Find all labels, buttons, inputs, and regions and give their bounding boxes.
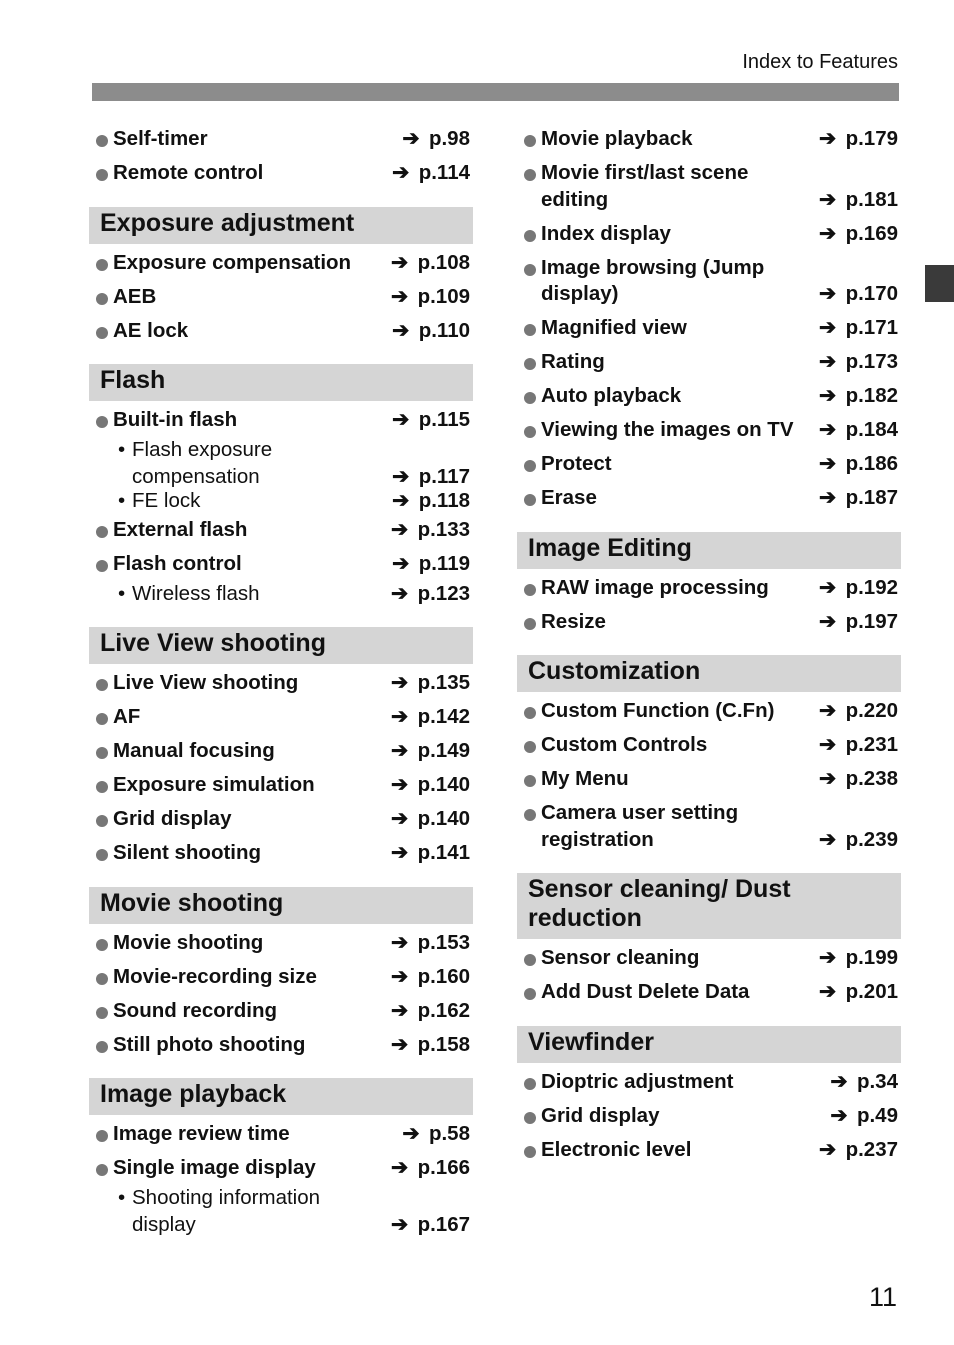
index-item: [517, 609, 901, 636]
circle-bullet-icon: [524, 494, 536, 506]
index-item: [89, 930, 473, 957]
circle-bullet-icon: [524, 584, 536, 596]
page-reference: [390, 670, 470, 697]
page-reference: [818, 281, 898, 308]
item-label: Grid display: [113, 807, 232, 830]
page-ref-number: p.184: [845, 418, 898, 441]
arrow-right-icon: ➔: [818, 221, 837, 245]
page-reference: [818, 417, 898, 444]
index-item: [89, 407, 473, 434]
item-label: Movie first/last scene editing: [541, 161, 749, 211]
circle-bullet-icon: [96, 416, 108, 428]
arrow-right-icon: ➔: [818, 282, 837, 305]
page-reference: [829, 1103, 898, 1130]
page-reference: [818, 609, 898, 636]
circle-bullet-icon: [96, 815, 108, 827]
item-label: AF: [113, 705, 141, 728]
item-label: Remote control: [113, 161, 264, 184]
index-item: [517, 1103, 901, 1130]
item-label: FE lock: [132, 489, 201, 512]
page-ref-number: p.110: [418, 318, 470, 342]
page-ref-number: p.108: [417, 250, 470, 274]
item-label: Self-timer: [113, 127, 208, 150]
arrow-right-icon: ➔: [818, 699, 837, 722]
circle-bullet-icon: [524, 230, 536, 242]
circle-bullet-icon: [524, 460, 536, 472]
arrow-right-icon: ➔: [818, 767, 837, 790]
page-ref-number: p.123: [417, 581, 470, 605]
page-ref-number: p.237: [845, 1137, 898, 1161]
section-header: Flash: [89, 364, 473, 401]
index-item: [517, 160, 901, 213]
page-ref-number: p.239: [845, 827, 898, 851]
page-reference: [818, 383, 898, 410]
arrow-right-icon: ➔: [392, 318, 410, 342]
index-item: [89, 1032, 473, 1059]
circle-bullet-icon: [96, 1007, 108, 1019]
section-header: Image Editing: [517, 532, 901, 569]
arrow-right-icon: ➔: [830, 1069, 848, 1093]
page-reference: [391, 160, 470, 187]
arrow-right-icon: ➔: [390, 807, 409, 830]
circle-bullet-icon: [96, 327, 108, 339]
index-subitem: [89, 1185, 473, 1238]
page-ref-number: p.173: [845, 350, 898, 373]
arrow-right-icon: ➔: [818, 452, 837, 475]
index-item: [89, 670, 473, 697]
page-reference: [818, 349, 898, 376]
page-reference: [818, 766, 898, 793]
page-ref-number: p.149: [417, 739, 470, 762]
bullet-icon: •: [118, 489, 126, 512]
item-label: My Menu: [541, 767, 629, 790]
page-ref-number: p.140: [417, 807, 470, 830]
page-reference: [818, 126, 898, 153]
index-item: [517, 126, 901, 153]
arrow-right-icon: ➔: [390, 284, 409, 308]
index-item: [89, 126, 473, 153]
circle-bullet-icon: [96, 526, 108, 538]
arrow-right-icon: ➔: [818, 575, 837, 599]
page-ref-number: p.160: [417, 964, 470, 988]
page-ref-number: p.162: [417, 998, 470, 1022]
page-reference: [391, 488, 470, 515]
arrow-right-icon: ➔: [818, 609, 837, 633]
index-item: [89, 551, 473, 578]
page-ref-number: p.170: [845, 282, 898, 305]
index-item: [517, 766, 901, 793]
arrow-right-icon: ➔: [818, 980, 837, 1003]
arrow-right-icon: ➔: [818, 127, 837, 150]
item-label: Index display: [541, 221, 671, 245]
circle-bullet-icon: [96, 560, 108, 572]
index-item: [517, 451, 901, 478]
circle-bullet-icon: [524, 1146, 536, 1158]
item-label: Movie playback: [541, 127, 693, 150]
item-label: Wireless flash: [132, 581, 260, 605]
index-item: [89, 704, 473, 731]
arrow-right-icon: ➔: [390, 671, 409, 694]
page-reference: [390, 704, 470, 731]
arrow-right-icon: ➔: [818, 418, 837, 441]
arrow-right-icon: ➔: [818, 350, 837, 373]
circle-bullet-icon: [524, 741, 536, 753]
page-reference: [818, 979, 898, 1006]
circle-bullet-icon: [96, 973, 108, 985]
page-reference: [818, 1137, 898, 1164]
page-reference: [818, 221, 898, 248]
section-image-editing: [517, 532, 901, 636]
circle-bullet-icon: [96, 713, 108, 725]
index-item: [89, 1121, 473, 1148]
index-item: [517, 349, 901, 376]
page-reference: [390, 284, 470, 311]
circle-bullet-icon: [96, 679, 108, 691]
page-ref-number: p.142: [417, 705, 470, 728]
page-reference: [401, 126, 470, 153]
arrow-right-icon: ➔: [390, 517, 409, 541]
index-item: [517, 383, 901, 410]
section-continued: [89, 126, 473, 187]
page-reference: [390, 738, 470, 765]
item-label: Flash control: [113, 551, 242, 575]
page-ref-number: p.181: [845, 187, 898, 211]
page-ref-number: p.182: [845, 384, 898, 407]
arrow-right-icon: ➔: [392, 408, 410, 431]
circle-bullet-icon: [524, 169, 536, 181]
arrow-right-icon: ➔: [392, 161, 410, 184]
page-ref-number: p.187: [845, 486, 898, 509]
circle-bullet-icon: [96, 293, 108, 305]
arrow-right-icon: ➔: [402, 127, 420, 150]
section-live-view-shooting: [89, 627, 473, 867]
index-item: [517, 417, 901, 444]
arrow-right-icon: ➔: [392, 551, 410, 575]
page-ref-number: p.169: [845, 221, 898, 245]
page-reference: [818, 451, 898, 478]
index-item: [89, 806, 473, 833]
page-ref-number: p.119: [418, 551, 470, 575]
page-ref-number: p.158: [417, 1032, 470, 1056]
item-label: AEB: [113, 284, 157, 308]
item-label: Exposure compensation: [113, 250, 352, 274]
page-reference: [391, 407, 470, 434]
item-label: Exposure simulation: [113, 773, 315, 796]
arrow-right-icon: ➔: [390, 705, 409, 728]
index-item: [89, 284, 473, 311]
item-label: Grid display: [541, 1103, 660, 1127]
circle-bullet-icon: [524, 426, 536, 438]
index-item: [89, 160, 473, 187]
arrow-right-icon: ➔: [818, 946, 837, 969]
arrow-right-icon: ➔: [818, 827, 837, 851]
item-label: Shooting information display: [132, 1186, 321, 1236]
page-reference: [818, 187, 898, 214]
item-label: Resize: [541, 609, 606, 633]
index-item: [89, 964, 473, 991]
item-label: External flash: [113, 517, 248, 541]
circle-bullet-icon: [524, 324, 536, 336]
item-label: Custom Controls: [541, 733, 708, 756]
item-label: Image browsing (Jump display): [541, 255, 765, 305]
item-label: Sensor cleaning: [541, 946, 700, 969]
index-item: [517, 255, 901, 308]
bullet-icon: •: [118, 438, 126, 461]
page-reference: [391, 318, 470, 345]
circle-bullet-icon: [96, 849, 108, 861]
item-label: Protect: [541, 452, 612, 475]
page-reference: [390, 581, 470, 608]
circle-bullet-icon: [96, 939, 108, 951]
page-number: 11: [868, 1282, 897, 1312]
page-ref-number: p.49: [856, 1103, 898, 1127]
item-label: Silent shooting: [113, 841, 262, 864]
page-reference: [818, 698, 898, 725]
page-reference: [390, 1212, 470, 1239]
circle-bullet-icon: [524, 1112, 536, 1124]
page-header-title: Index to Features: [742, 51, 898, 73]
item-label: Built-in flash: [113, 408, 238, 431]
page-ref-number: p.135: [417, 671, 470, 694]
index-item: [517, 315, 901, 342]
page-ref-number: p.114: [418, 161, 470, 184]
bullet-icon: •: [118, 1186, 126, 1209]
item-label: Flash exposure compensation: [132, 438, 273, 488]
page-ref-number: p.186: [845, 452, 898, 475]
page-ref-number: p.153: [417, 930, 470, 954]
index-item: [517, 221, 901, 248]
circle-bullet-icon: [96, 1164, 108, 1176]
index-item: [89, 840, 473, 867]
page-reference: [818, 315, 898, 342]
page-reference: [829, 1069, 898, 1096]
page-ref-number: p.98: [428, 127, 470, 150]
index-item: [517, 979, 901, 1006]
page-ref-number: p.118: [418, 489, 470, 512]
circle-bullet-icon: [524, 618, 536, 630]
index-item: [89, 250, 473, 277]
arrow-right-icon: ➔: [830, 1103, 848, 1127]
page-reference: [390, 250, 470, 277]
item-label: Custom Function (C.Fn): [541, 699, 775, 722]
page-ref-number: p.238: [845, 767, 898, 790]
circle-bullet-icon: [524, 988, 536, 1000]
index-item: [89, 738, 473, 765]
circle-bullet-icon: [96, 259, 108, 271]
circle-bullet-icon: [524, 135, 536, 147]
section-movie-shooting: [89, 887, 473, 1059]
item-label: Sound recording: [113, 998, 277, 1022]
section-customization: [517, 655, 901, 853]
arrow-right-icon: ➔: [818, 486, 837, 509]
page-ref-number: p.166: [417, 1156, 470, 1179]
right-column: [517, 126, 901, 1171]
page-reference: [390, 517, 470, 544]
index-subitem: [89, 488, 473, 515]
index-item: [517, 1069, 901, 1096]
page-ref-number: p.179: [845, 127, 898, 150]
arrow-right-icon: ➔: [818, 187, 837, 211]
index-item: [89, 517, 473, 544]
circle-bullet-icon: [524, 358, 536, 370]
page-reference: [818, 945, 898, 972]
item-label: Single image display: [113, 1156, 316, 1179]
item-label: Dioptric adjustment: [541, 1069, 734, 1093]
circle-bullet-icon: [524, 775, 536, 787]
page-ref-number: p.58: [428, 1122, 470, 1145]
arrow-right-icon: ➔: [390, 1212, 409, 1236]
arrow-right-icon: ➔: [390, 1156, 409, 1179]
arrow-right-icon: ➔: [818, 384, 837, 407]
circle-bullet-icon: [96, 747, 108, 759]
index-item: [517, 575, 901, 602]
arrow-right-icon: ➔: [390, 739, 409, 762]
index-subitem: [89, 437, 473, 490]
circle-bullet-icon: [96, 1041, 108, 1053]
item-label: AE lock: [113, 318, 189, 342]
arrow-right-icon: ➔: [390, 998, 409, 1022]
section-header: Customization: [517, 655, 901, 692]
page-ref-number: p.140: [417, 773, 470, 796]
page-ref-number: p.220: [845, 699, 898, 722]
circle-bullet-icon: [96, 169, 108, 181]
section-viewfinder: [517, 1026, 901, 1164]
circle-bullet-icon: [96, 1130, 108, 1142]
item-label: Still photo shooting: [113, 1032, 306, 1056]
section-header: Viewfinder: [517, 1026, 901, 1063]
page-ref-number: p.167: [417, 1212, 470, 1236]
page-reference: [390, 964, 470, 991]
page-ref-number: p.34: [856, 1069, 898, 1093]
arrow-right-icon: ➔: [818, 316, 837, 339]
page-reference: [818, 485, 898, 512]
header-bar: [92, 83, 899, 101]
circle-bullet-icon: [524, 809, 536, 821]
page-ref-number: p.197: [845, 609, 898, 633]
page-reference: [390, 930, 470, 957]
page-reference: [401, 1121, 470, 1148]
index-item: [517, 800, 901, 853]
section-continued: [517, 126, 901, 512]
item-label: RAW image processing: [541, 575, 769, 599]
page-ref-number: p.141: [417, 841, 470, 864]
index-item: [517, 732, 901, 759]
page-ref-number: p.201: [845, 980, 898, 1003]
item-label: Image review time: [113, 1122, 290, 1145]
page-reference: [818, 732, 898, 759]
page-reference: [818, 575, 898, 602]
page-reference: [818, 827, 898, 854]
arrow-right-icon: ➔: [818, 1137, 837, 1161]
item-label: Viewing the images on TV: [541, 418, 794, 441]
section-exposure-adjustment: [89, 207, 473, 345]
section-image-playback: [89, 1078, 473, 1238]
item-label: Auto playback: [541, 384, 682, 407]
page-ref-number: p.115: [418, 408, 470, 431]
item-label: Add Dust Delete Data: [541, 980, 750, 1003]
item-label: Erase: [541, 486, 597, 509]
section-header: Image playback: [89, 1078, 473, 1115]
item-label: Live View shooting: [113, 671, 299, 694]
item-label: Magnified view: [541, 316, 687, 339]
arrow-right-icon: ➔: [390, 250, 409, 274]
page-ref-number: p.199: [845, 946, 898, 969]
arrow-right-icon: ➔: [390, 964, 409, 988]
index-item: [89, 318, 473, 345]
page-reference: [390, 840, 470, 867]
circle-bullet-icon: [524, 954, 536, 966]
page-reference: [390, 1155, 470, 1182]
index-item: [517, 945, 901, 972]
item-label: Electronic level: [541, 1137, 692, 1161]
circle-bullet-icon: [524, 707, 536, 719]
circle-bullet-icon: [524, 264, 536, 276]
arrow-right-icon: ➔: [818, 733, 837, 756]
arrow-right-icon: ➔: [390, 841, 409, 864]
section-flash: [89, 364, 473, 607]
item-label: Rating: [541, 350, 605, 373]
index-item: [517, 485, 901, 512]
index-item: [89, 998, 473, 1025]
index-item: [89, 1155, 473, 1182]
arrow-right-icon: ➔: [390, 581, 409, 605]
item-label: Movie-recording size: [113, 964, 317, 988]
section-sensor-cleaning-dust-reduction: [517, 873, 901, 1006]
page-reference: [390, 998, 470, 1025]
circle-bullet-icon: [524, 392, 536, 404]
left-column: [89, 126, 473, 1240]
page-ref-number: p.109: [417, 284, 470, 308]
arrow-right-icon: ➔: [390, 930, 409, 954]
section-header: Exposure adjustment: [89, 207, 473, 244]
arrow-right-icon: ➔: [392, 464, 410, 488]
chapter-tab: [925, 265, 954, 302]
arrow-right-icon: ➔: [392, 489, 410, 512]
arrow-right-icon: ➔: [390, 1032, 409, 1056]
index-item: [89, 772, 473, 799]
index-subitem: [89, 581, 473, 608]
arrow-right-icon: ➔: [402, 1122, 420, 1145]
index-item: [517, 1137, 901, 1164]
page-ref-number: p.231: [845, 733, 898, 756]
item-label: Manual focusing: [113, 739, 275, 762]
circle-bullet-icon: [524, 1078, 536, 1090]
page-ref-number: p.117: [418, 464, 470, 488]
item-label: Camera user setting registration: [541, 801, 739, 851]
page-ref-number: p.171: [845, 316, 898, 339]
section-header: Live View shooting: [89, 627, 473, 664]
page-reference: [390, 806, 470, 833]
section-header: Movie shooting: [89, 887, 473, 924]
page-ref-number: p.133: [417, 517, 470, 541]
page-ref-number: p.192: [845, 575, 898, 599]
index-item: [517, 698, 901, 725]
circle-bullet-icon: [96, 781, 108, 793]
arrow-right-icon: ➔: [390, 773, 409, 796]
page-reference: [391, 464, 470, 491]
circle-bullet-icon: [96, 135, 108, 147]
page-reference: [391, 551, 470, 578]
page-reference: [390, 1032, 470, 1059]
item-label: Movie shooting: [113, 930, 264, 954]
bullet-icon: •: [118, 581, 126, 605]
section-header: Sensor cleaning/ Dust reduction: [517, 873, 901, 939]
page-reference: [390, 772, 470, 799]
